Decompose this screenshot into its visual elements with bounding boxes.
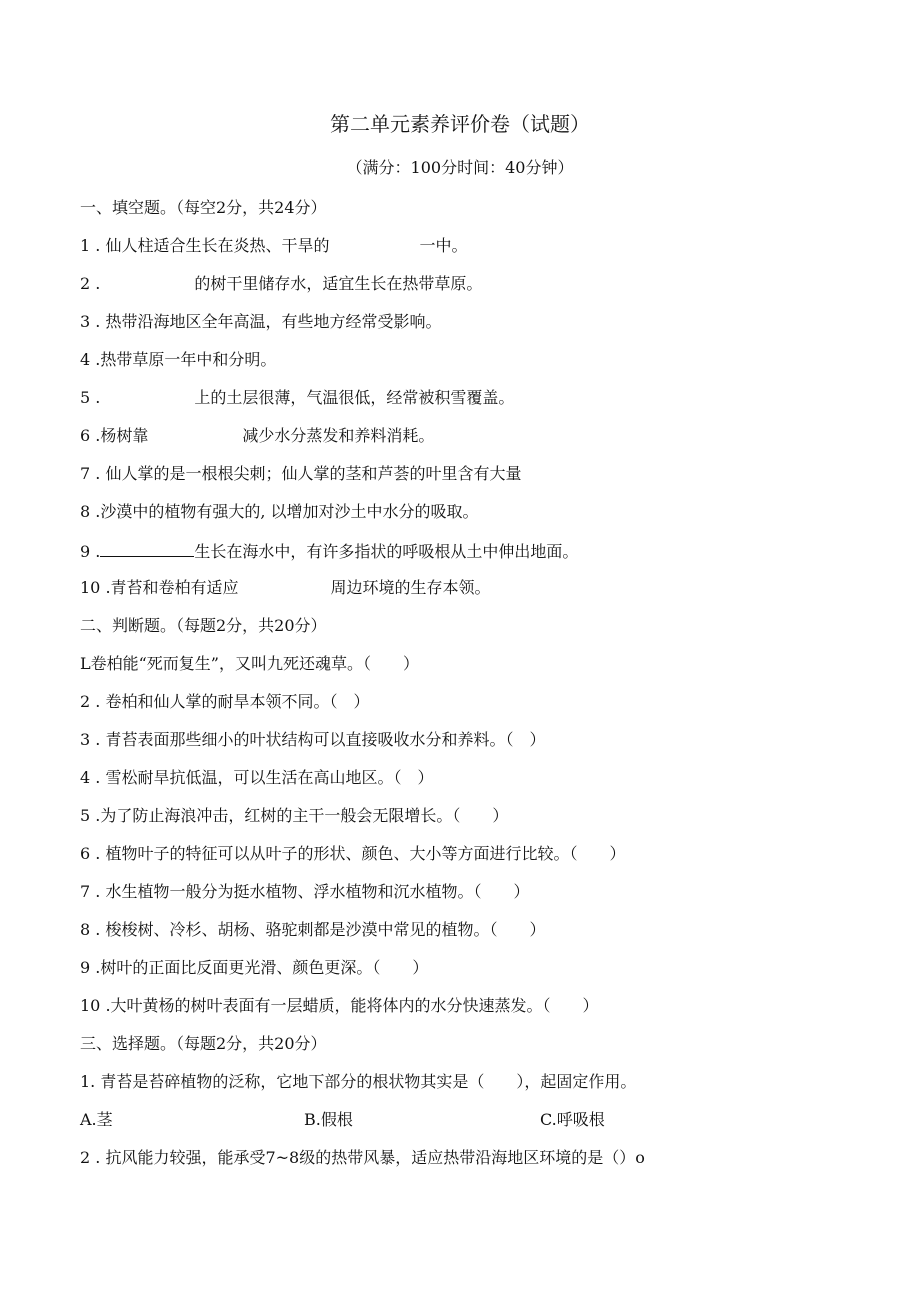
- question-text-end: 减少水分蒸发和养料消耗。: [242, 426, 435, 445]
- question-number: 2: [80, 274, 91, 293]
- question-text: . 仙人掌的是一根根尖刺；仙人掌的茎和芦荟的叶里含有大量: [90, 464, 522, 483]
- question-number: L: [80, 654, 91, 673]
- question-number: 8: [80, 920, 91, 939]
- fill-question-5: [80, 386, 514, 410]
- fill-question-2: [80, 272, 482, 296]
- question-text: .: [90, 542, 101, 561]
- question-text: . 卷柏和仙人掌的耐旱本领不同。（ ）: [90, 692, 370, 711]
- question-number: 9: [80, 542, 91, 561]
- fill-question-3: [80, 310, 441, 334]
- question-text: .大叶黄杨的树叶表面有一层蜡质，能将体内的水分快速蒸发。（ ）: [100, 996, 599, 1015]
- question-number: 8: [80, 502, 91, 521]
- question-text: .: [90, 274, 101, 293]
- page-subtitle: （满分：100分时间：40分钟）: [346, 158, 574, 177]
- question-number: 10: [80, 578, 101, 597]
- fill-question-7: [80, 462, 521, 486]
- judge-question-6: [80, 842, 625, 866]
- question-text-end: 的树干里储存水，适宜生长在热带草原。: [194, 274, 483, 293]
- question-text: . 仙人柱适合生长在炎热、干旱的: [90, 236, 330, 255]
- question-number: 3: [80, 730, 91, 749]
- judge-question-7: [80, 880, 529, 904]
- judge-question-9: [80, 956, 428, 980]
- choice-option-a[interactable]: A.茎: [80, 1110, 113, 1129]
- question-number: 6: [80, 844, 91, 863]
- question-text-end: 周边环境的生存本领。: [330, 578, 491, 597]
- question-number: 3: [80, 312, 91, 331]
- question-number: 4: [80, 768, 91, 787]
- question-text: . 水生植物一般分为挺水植物、浮水植物和沉水植物。（ ）: [90, 882, 530, 901]
- question-text-end: 一中。: [419, 236, 468, 255]
- question-text: .为了防止海浪冲击，红树的主干一般会无限增长。（ ）: [90, 806, 509, 825]
- choice-option-c[interactable]: C.呼吸根: [540, 1110, 605, 1129]
- question-text: .热带草原一年中和分明。: [90, 350, 277, 369]
- question-text: . 热带沿海地区全年高温，有些地方经常受影响。: [90, 312, 442, 331]
- question-number: 9: [80, 958, 91, 977]
- judge-question-2: [80, 690, 369, 714]
- question-text: .树叶的正面比反面更光滑、颜色更深。（ ）: [90, 958, 429, 977]
- choice-option-b[interactable]: B.假根: [304, 1110, 353, 1129]
- question-number: 1: [80, 236, 91, 255]
- question-text: .沙漠中的植物有强大的, 以增加对沙土中水分的吸取。: [90, 502, 479, 521]
- question-number: 2: [80, 692, 91, 711]
- fill-question-6: [80, 424, 434, 448]
- answer-blank-underline[interactable]: [100, 538, 194, 557]
- choice-question-1: 1. 青苔是苔碎植物的泛称，它地下部分的根状物其实是（ ），起固定作用。: [80, 1072, 637, 1091]
- question-text: .青苔和卷柏有适应: [100, 578, 239, 597]
- question-number: 5: [80, 388, 91, 407]
- question-text: 卷柏能“死而复生”，又叫九死还魂草。（ ）: [90, 654, 419, 673]
- question-text: . 青苔表面那些细小的叶状结构可以直接吸收水分和养料。（ ）: [90, 730, 546, 749]
- question-text: . 雪松耐旱抗低温，可以生活在高山地区。（ ）: [90, 768, 434, 787]
- question-number: 5: [80, 806, 91, 825]
- judge-question-3: [80, 728, 545, 752]
- question-text: . 植物叶子的特征可以从叶子的形状、颜色、大小等方面进行比较。（ ）: [90, 844, 626, 863]
- question-number: 4: [80, 350, 91, 369]
- question-text: . 抗风能力较强，能承受7~8级的热带风暴，适应热带沿海地区环境的是（）o: [90, 1148, 645, 1167]
- fill-question-8: [80, 500, 479, 524]
- question-text-end: 上的土层很薄，气温很低，经常被积雪覆盖。: [194, 388, 515, 407]
- question-text: .杨树靠: [90, 426, 149, 445]
- fill-question-1: [80, 234, 467, 258]
- fill-question-10: [80, 576, 491, 600]
- fill-question-4: [80, 348, 276, 372]
- section-heading-fill-in: 一、填空题。（每空2分，共24分）: [80, 198, 327, 217]
- section-heading-multiple-choice: 三、选择题。（每题2分，共20分）: [80, 1034, 327, 1053]
- judge-question-10: [80, 994, 599, 1018]
- question-number: 10: [80, 996, 101, 1015]
- section-heading-true-false: 二、判断题。（每题2分，共20分）: [80, 616, 327, 635]
- question-text: .: [90, 388, 101, 407]
- question-number: 6: [80, 426, 91, 445]
- question-text: . 梭梭树、冷杉、胡杨、骆驼刺都是沙漠中常见的植物。（ ）: [90, 920, 546, 939]
- judge-question-8: [80, 918, 545, 942]
- fill-question-9: [80, 538, 578, 562]
- judge-question-4: [80, 766, 433, 790]
- question-text-end: 生长在海水中，有许多指状的呼吸根从土中伸出地面。: [194, 542, 579, 561]
- question-number: 7: [80, 882, 91, 901]
- question-number: 7: [80, 464, 91, 483]
- page-title: 第二单元素养评价卷（试题）: [330, 112, 590, 136]
- question-number: 2: [80, 1148, 91, 1167]
- judge-question-5: [80, 804, 508, 828]
- choice-question-2: [80, 1146, 645, 1170]
- judge-question-1: [80, 652, 419, 676]
